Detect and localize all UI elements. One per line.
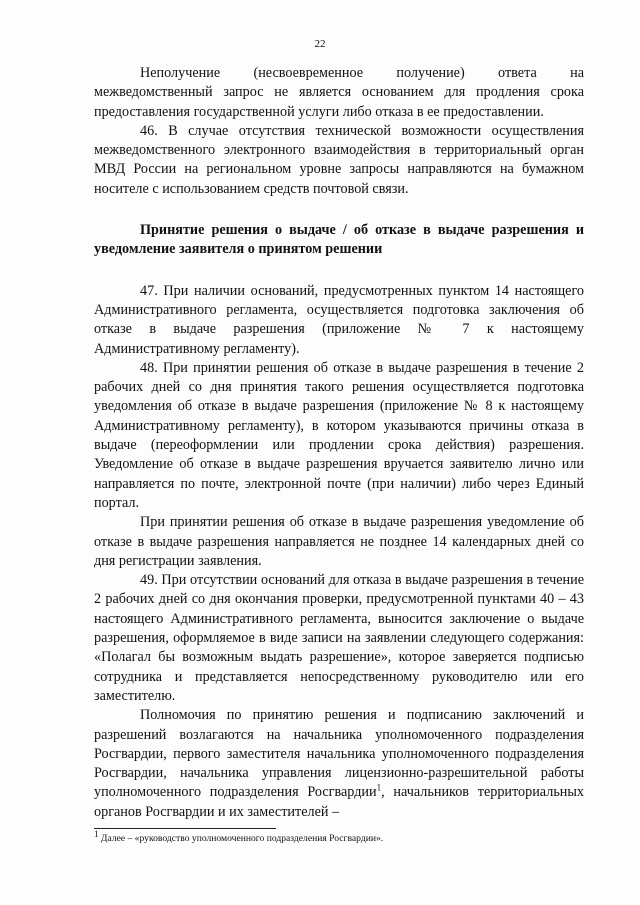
page-number: 22 <box>314 38 326 50</box>
footnote-text: Далее – «руководство уполномоченного подразделения Росгвардии». <box>98 833 384 844</box>
paragraph-46: 46. В случае отсутствия технической возможности осуществления межведомственного электронного взаимодействия в территориальный орган МВД России на региональном уровне запросы направляются на бумажном носителе с использованием средств почтовой связи. <box>94 122 584 197</box>
footnote-divider <box>94 828 276 829</box>
footnote <box>94 828 584 845</box>
paragraph-text-continued: , начальников территориальных органов Росгвардии и их заместителей – <box>94 784 585 820</box>
document-body <box>94 64 584 822</box>
footnote-mark: 1 <box>94 828 99 839</box>
paragraph-authority <box>94 706 584 822</box>
section-heading: Принятие решения о выдаче / об отказе в выдаче разрешения и уведомление заявителя о принятом решении <box>94 222 584 258</box>
paragraph-48: 48. При принятии решения об отказе в выдаче разрешения в течение 2 рабочих дней со дня принятия такого решения осуществляется подготовка уведомления об отказе в выдаче разрешения (приложение № 8 к настоящему Административному регламенту), в котором указываются причины отказа в выдаче (переоформлении или продлении срока действия) разрешения. Уведомление об отказе в выдаче разрешения вручается заявителю лично или направляется по почте, электронной почте (при наличии) либо через Единый портал. <box>94 359 584 511</box>
footnote-reference: 1 <box>376 782 382 793</box>
paragraph: Неполучение (несвоевременное получение) ответа на межведомственный запрос не является основанием для продления срока предоставления государственной услуги либо отказа в ее предоставлении. <box>94 65 584 120</box>
paragraph-49: 49. При отсутствии оснований для отказа в выдаче разрешения в течение 2 рабочих дней со дня окончания проверки, предусмотренной пунктами 40 – 43 настоящего Административного регламента, выносится заключение о выдаче разрешения, оформляемое в виде записи на заявлении следующего содержания: «Полагал бы возможным выдать разрешение», которое заверяется подписью сотрудника и представляется непосредственному руководителю или его заместителю. <box>94 572 584 704</box>
paragraph-text: Полномочия по принятию решения и подписанию заключений и разрешений возлагаются на начальника уполномоченного подразделения Росгвардии, первого заместителя начальника уполномоченного подразделения Росгвардии, начальника управления лицензионно-разрешительной работы уполномоченного подразделения Росгвардии <box>94 707 584 801</box>
paragraph: При принятии решения об отказе в выдаче разрешения уведомление об отказе в выдаче разрешения направляется не позднее 14 календарных дней со дня регистрации заявления. <box>94 514 584 569</box>
paragraph-47: 47. При наличии оснований, предусмотренных пунктом 14 настоящего Административного регламента, осуществляется подготовка заключения об отказе в выдаче разрешения (приложение № 7 к настоящему Административному регламенту). <box>94 282 584 357</box>
